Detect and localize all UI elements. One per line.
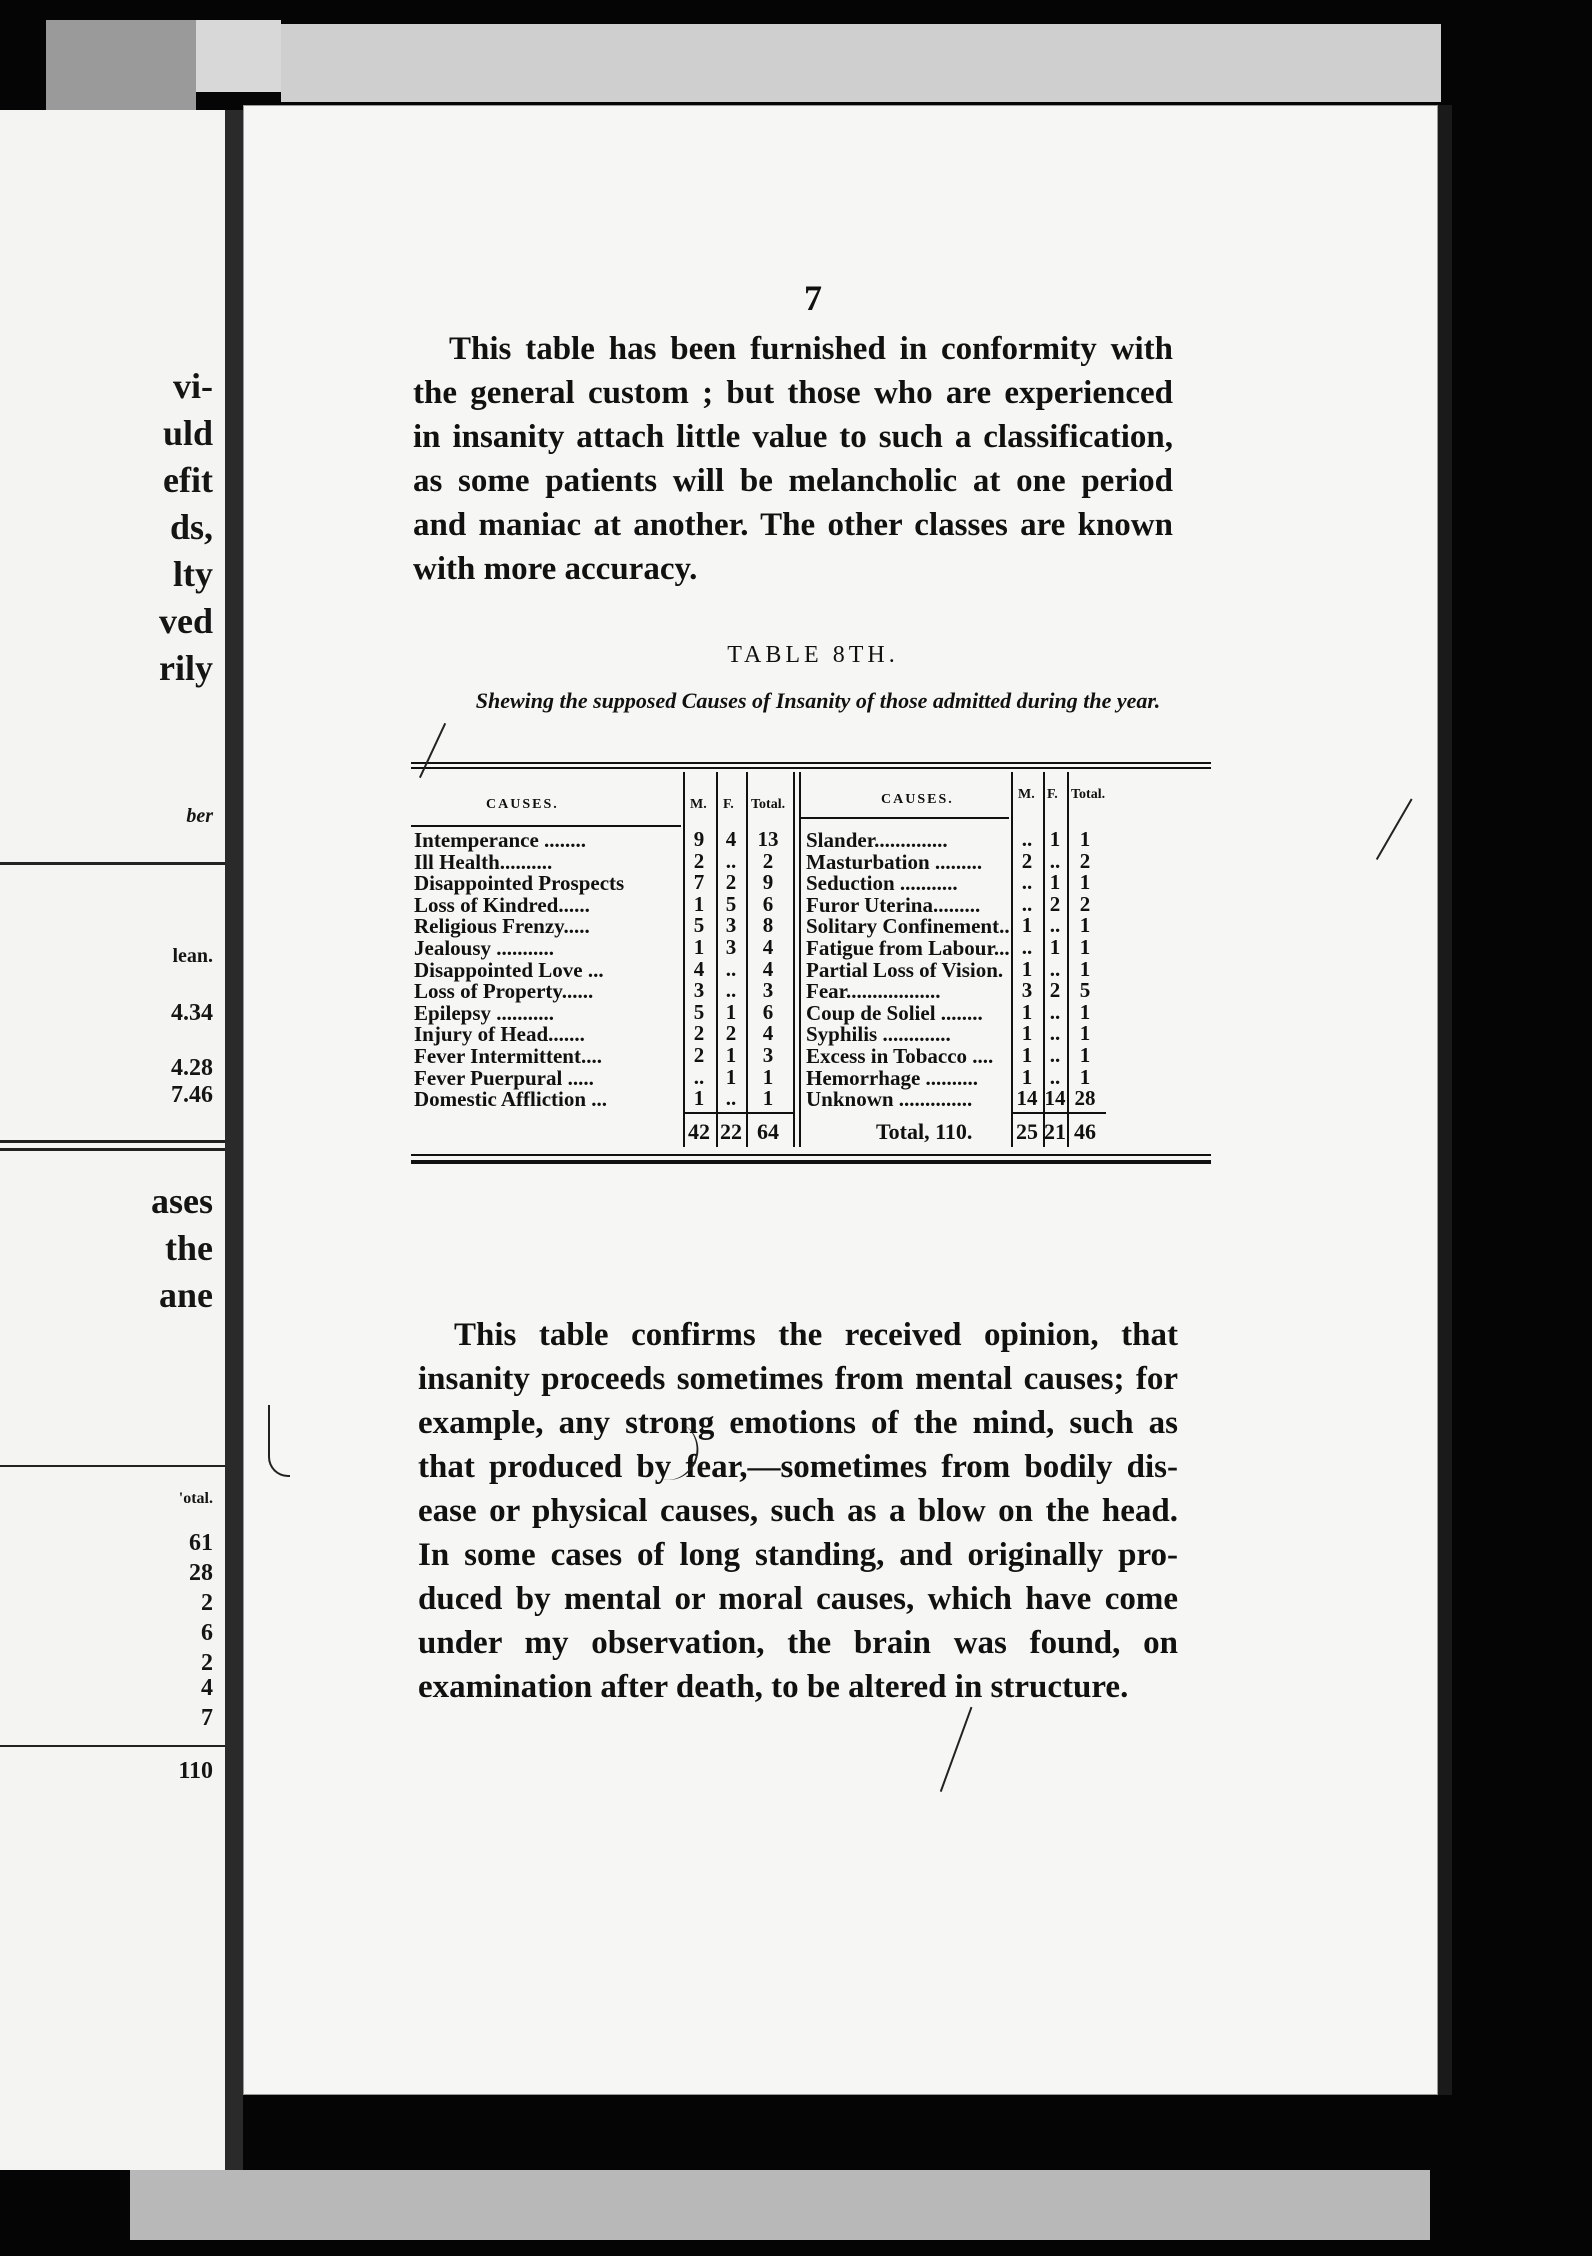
left-value: 110 xyxy=(178,1758,213,1784)
left-value: 61 xyxy=(189,1530,213,1556)
right-cause-cell: Coup de Soliel ........ xyxy=(806,1000,983,1025)
header-m: M. xyxy=(1018,787,1035,802)
left-text-fragment: rily xyxy=(159,648,213,688)
right-cause-cell: Partial Loss of Vision. xyxy=(806,957,1004,982)
right-cause-cell: Slander.............. xyxy=(806,828,948,852)
left-page-fragment xyxy=(0,110,225,2170)
header-f: F. xyxy=(1047,787,1058,802)
left-m-cell: 1 xyxy=(693,935,705,959)
left-column-header: lean. xyxy=(172,945,213,967)
right-m-cell: .. xyxy=(1021,827,1033,851)
text-line: This table has been furnished in conformity with xyxy=(449,331,1173,367)
header-m: M. xyxy=(690,797,707,812)
column-divider xyxy=(746,772,748,1147)
right-m-cell: 1 xyxy=(1021,1043,1033,1067)
right-f-cell: 1 xyxy=(1049,870,1061,895)
left-value: 7.46 xyxy=(171,1082,213,1108)
left-cause-cell: Fever Intermittent.... xyxy=(414,1044,602,1068)
right-f-cell: .. xyxy=(1049,999,1061,1024)
left-total-cell: 3 xyxy=(762,1043,774,1067)
left-f-cell: 1 xyxy=(725,1043,737,1067)
right-cause-cell: Solitary Confinement.. xyxy=(806,914,1010,939)
left-f-cell: 3 xyxy=(725,935,737,959)
left-cause-cell: Religious Frenzy..... xyxy=(414,914,590,939)
right-f-cell: .. xyxy=(1049,1064,1061,1089)
left-total-f: 22 xyxy=(720,1119,742,1144)
text-line: in insanity attach little value to such a classification, xyxy=(413,419,1173,455)
left-cause-cell: Fever Puerpural ..... xyxy=(414,1065,594,1090)
right-f-cell: 2 xyxy=(1049,978,1061,1003)
right-m-cell: 2 xyxy=(1021,848,1033,873)
left-total-cell: 13 xyxy=(757,827,779,851)
right-f-cell: 1 xyxy=(1049,935,1061,959)
left-f-cell: 2 xyxy=(725,870,737,895)
left-total-cell: 4 xyxy=(762,956,774,981)
left-m-cell: 1 xyxy=(693,1086,705,1111)
header-causes: CAUSES. xyxy=(486,797,559,812)
left-f-cell: 1 xyxy=(725,999,737,1024)
left-f-cell: 1 xyxy=(725,1064,737,1089)
left-cause-cell: Ill Health.......... xyxy=(414,849,553,874)
left-m-cell: 2 xyxy=(693,848,705,873)
table-title: TABLE 8TH. xyxy=(727,642,899,668)
paragraph-opinion xyxy=(418,1313,1178,1709)
left-cause-cell: Epilepsy ........... xyxy=(414,1000,555,1025)
right-m-cell: 3 xyxy=(1021,978,1033,1003)
right-total-cell: 1 xyxy=(1079,1021,1091,1046)
left-m-cell: 9 xyxy=(693,827,705,851)
right-cause-cell: Hemorrhage .......... xyxy=(806,1065,979,1090)
tape-strip xyxy=(196,20,281,92)
left-total-cell: 2 xyxy=(762,848,774,873)
paragraph-classification xyxy=(413,327,1173,591)
pencil-mark xyxy=(268,1405,290,1477)
right-f-cell: .. xyxy=(1049,848,1061,873)
right-total-label: Total, 110. xyxy=(876,1119,973,1144)
left-m-cell: 7 xyxy=(693,870,705,895)
left-text-fragment: the xyxy=(165,1228,213,1268)
pencil-mark xyxy=(940,1707,976,1794)
right-m-cell: .. xyxy=(1021,935,1033,959)
column-divider xyxy=(799,772,801,1147)
left-f-cell: 3 xyxy=(725,913,737,938)
left-value: 4 xyxy=(201,1675,213,1701)
left-value: 2 xyxy=(201,1650,213,1676)
text-line: duced by mental or moral causes, which have come xyxy=(418,1581,1178,1617)
rule xyxy=(0,1745,225,1747)
rule xyxy=(0,862,225,865)
left-f-cell: 4 xyxy=(725,827,737,851)
left-total-cell: 8 xyxy=(762,913,774,938)
table-rule xyxy=(411,1160,1211,1164)
column-divider xyxy=(793,772,795,1147)
right-cause-cell: Furor Uterina......... xyxy=(806,892,981,917)
right-total-cell: 1 xyxy=(1079,870,1091,895)
left-f-cell: .. xyxy=(725,848,737,873)
right-m-cell: 1 xyxy=(1021,999,1033,1024)
header-total: Total. xyxy=(1071,787,1106,802)
header-f: F. xyxy=(723,797,734,812)
right-f-cell: 14 xyxy=(1044,1086,1066,1111)
left-cause-cell: Disappointed Love ... xyxy=(414,957,604,982)
left-cause-cell: Domestic Affliction ... xyxy=(414,1087,608,1112)
text-line: example, any strong emotions of the mind, such as xyxy=(418,1405,1178,1441)
right-total-cell: 1 xyxy=(1079,827,1091,851)
left-text-fragment: ds, xyxy=(169,507,213,547)
left-value: 7 xyxy=(201,1705,213,1731)
right-cause-cell: Excess in Tobacco .... xyxy=(806,1044,994,1068)
right-m-cell: 1 xyxy=(1021,1064,1033,1089)
left-text-fragment: uld xyxy=(162,413,213,453)
text-line: and maniac at another. The other classes are known xyxy=(413,507,1173,543)
left-text-fragment: vi- xyxy=(173,366,213,406)
right-total-cell: 1 xyxy=(1079,956,1091,981)
left-cause-cell: Loss of Kindred...... xyxy=(414,892,590,917)
text-line: In some cases of long standing, and originally pro- xyxy=(418,1537,1178,1573)
left-m-cell: 3 xyxy=(693,978,705,1003)
right-f-cell: .. xyxy=(1049,1021,1061,1046)
book-page xyxy=(243,105,1452,2095)
right-total-cell: 1 xyxy=(1079,1043,1091,1067)
book-gutter xyxy=(225,110,243,2170)
left-cause-cell: Injury of Head....... xyxy=(414,1022,585,1047)
left-total-cell: 4 xyxy=(762,1021,774,1046)
right-f-cell: .. xyxy=(1049,1043,1061,1067)
text-line: This table confirms the received opinion, that xyxy=(454,1317,1178,1353)
right-m-cell: 14 xyxy=(1016,1086,1038,1111)
right-m-cell: 1 xyxy=(1021,956,1033,981)
left-m-cell: 2 xyxy=(693,1043,705,1067)
text-line: that produced by fear,—sometimes from bodily dis- xyxy=(418,1449,1178,1485)
left-m-cell: 5 xyxy=(693,999,705,1024)
right-f-cell: .. xyxy=(1049,956,1061,981)
right-f-cell: .. xyxy=(1049,913,1061,938)
right-total-cell: 1 xyxy=(1079,1064,1091,1089)
text-line: insanity proceeds sometimes from mental causes; for xyxy=(418,1361,1178,1397)
left-total-m: 42 xyxy=(688,1119,710,1144)
table-rule xyxy=(411,767,1211,769)
pencil-mark xyxy=(1376,798,1415,861)
header-total: Total. xyxy=(751,797,786,812)
text-line: examination after death, to be altered in structure. xyxy=(418,1669,1129,1705)
left-f-cell: 2 xyxy=(725,1021,737,1046)
total-rule xyxy=(683,1112,793,1114)
text-line: under my observation, the brain was found, on xyxy=(418,1625,1178,1661)
right-cause-cell: Unknown .............. xyxy=(806,1087,973,1112)
left-cause-cell: Disappointed Prospects xyxy=(414,871,625,896)
right-total-cell: 28 xyxy=(1074,1086,1096,1111)
right-total-cell: 5 xyxy=(1079,978,1091,1003)
left-m-cell: 2 xyxy=(693,1021,705,1046)
right-cause-cell: Seduction ........... xyxy=(806,871,958,896)
left-text-fragment: ases xyxy=(151,1181,213,1221)
left-f-cell: .. xyxy=(725,978,737,1003)
right-m-cell: .. xyxy=(1021,891,1033,916)
left-total-total: 64 xyxy=(757,1119,779,1144)
header-rule xyxy=(801,817,1009,819)
left-total-cell: 6 xyxy=(762,891,774,916)
causes-table xyxy=(411,762,1211,1168)
left-cause-cell: Intemperance ........ xyxy=(414,828,587,852)
text-line: ease or physical causes, such as a blow on the head. xyxy=(418,1493,1178,1529)
left-value: 4.34 xyxy=(171,1000,213,1026)
page-number: 7 xyxy=(804,278,822,318)
tape-strip xyxy=(281,24,1441,102)
left-total-cell: 1 xyxy=(762,1086,774,1111)
left-total-cell: 4 xyxy=(762,935,774,959)
left-cause-cell: Jealousy ........... xyxy=(414,936,555,960)
right-total-cell: 2 xyxy=(1079,848,1091,873)
right-f-cell: 1 xyxy=(1049,827,1061,851)
tape-strip xyxy=(130,2170,1430,2240)
right-m-cell: 1 xyxy=(1021,913,1033,938)
left-m-cell: 4 xyxy=(693,956,705,981)
left-f-cell: 5 xyxy=(725,891,737,916)
rule xyxy=(0,1465,225,1467)
left-total-cell: 9 xyxy=(762,870,774,895)
right-total-f: 21 xyxy=(1044,1119,1066,1144)
left-column-header: 'otal. xyxy=(178,1490,213,1507)
left-text-fragment: ved xyxy=(159,601,213,641)
left-f-cell: .. xyxy=(725,956,737,981)
right-cause-cell: Fear.................. xyxy=(806,979,941,1004)
text-line: the general custom ; but those who are experienced xyxy=(413,375,1173,411)
right-f-cell: 2 xyxy=(1049,891,1061,916)
left-total-cell: 3 xyxy=(762,978,774,1003)
rule xyxy=(0,1148,225,1151)
left-cause-cell: Loss of Property...... xyxy=(414,979,594,1004)
left-value: 2 xyxy=(201,1590,213,1616)
right-total-cell: 1 xyxy=(1079,913,1091,938)
tape-strip xyxy=(46,20,196,110)
right-total-cell: 1 xyxy=(1079,935,1091,959)
right-total-total: 46 xyxy=(1074,1119,1096,1144)
left-m-cell: 5 xyxy=(693,913,705,938)
total-rule xyxy=(1011,1112,1106,1114)
right-cause-cell: Fatigue from Labour... xyxy=(806,936,1010,960)
right-cause-cell: Masturbation ......... xyxy=(806,849,983,874)
left-m-cell: 1 xyxy=(693,891,705,916)
right-cause-cell: Syphilis ............. xyxy=(806,1022,951,1047)
right-m-cell: .. xyxy=(1021,870,1033,895)
right-total-cell: 1 xyxy=(1079,999,1091,1024)
left-m-cell: .. xyxy=(693,1064,705,1089)
right-m-cell: 1 xyxy=(1021,1021,1033,1046)
left-text-fragment: efit xyxy=(163,460,213,500)
left-total-cell: 6 xyxy=(762,999,774,1024)
table-rule xyxy=(411,762,1211,764)
text-line: as some patients will be melancholic at one period xyxy=(413,463,1173,499)
left-value: 4.28 xyxy=(171,1055,213,1081)
rule xyxy=(0,1140,225,1143)
table-rule xyxy=(411,1154,1211,1156)
left-text-fragment: ane xyxy=(159,1275,213,1315)
table-caption: Shewing the supposed Causes of Insanity of those admitted during the year. xyxy=(475,688,1161,713)
text-line: with more accuracy. xyxy=(413,551,698,587)
left-total-cell: 1 xyxy=(762,1064,774,1089)
left-text-fragment: ber xyxy=(186,805,213,827)
left-text-fragment: lty xyxy=(173,554,213,594)
left-value: 28 xyxy=(189,1560,213,1586)
right-total-m: 25 xyxy=(1016,1119,1038,1144)
left-value: 6 xyxy=(201,1620,213,1646)
left-f-cell: .. xyxy=(725,1086,737,1111)
header-causes: CAUSES. xyxy=(881,792,954,807)
right-total-cell: 2 xyxy=(1079,891,1091,916)
